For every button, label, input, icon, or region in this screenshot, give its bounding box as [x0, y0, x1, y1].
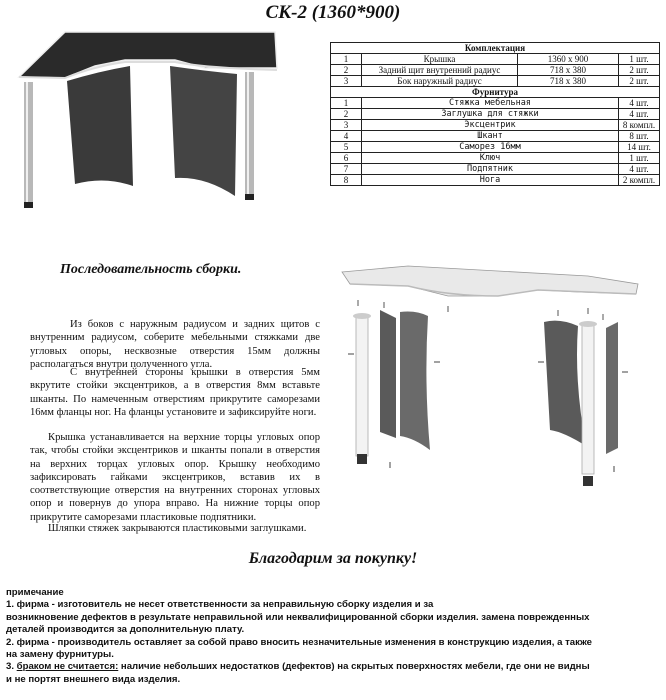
- table-row: 4 Шкант 8 шт.: [331, 131, 660, 142]
- table-row: 2 Заглушка для стяжки 4 шт.: [331, 109, 660, 120]
- table-row: 2 Задний щит внутренний радиус 718 x 380 2 шт.: [331, 65, 660, 76]
- table-row: 3 Бок наружный радиус 718 x 380 2 шт.: [331, 76, 660, 87]
- note-1-line-2: возникновение дефектов в результате неправильной или неквалифицированной сборки изделия. замена поврежденных: [6, 611, 590, 623]
- desk-illustration: [5, 26, 295, 226]
- spec-table: [330, 42, 660, 186]
- note-3-line-2: и не портят внешнего вида изделия.: [6, 673, 181, 685]
- table-row: 1 Крышка 1360 x 900 1 шт.: [331, 54, 660, 65]
- table-row: 5 Саморез 16мм 14 шт.: [331, 142, 660, 153]
- note-1-line-3: деталей производится за дополнительную плату.: [6, 624, 245, 636]
- note-2-line-1: 2. фирма - производитель оставляет за собой право вносить незначительные изменения в конструкцию изделия, а также: [6, 636, 592, 648]
- note-3-line-1: 3. браком не считается: наличие небольших недостатков (дефектов) на скрытых поверхностях мебели, где они не видны: [6, 661, 590, 673]
- exploded-assembly-drawing: [338, 262, 663, 497]
- assembly-step-4: Шляпки стяжек закрываются пластиковыми заглушками.: [48, 523, 307, 534]
- table-row: 6 Ключ 1 шт.: [331, 153, 660, 164]
- page-title: СК-2 (1360*900): [265, 2, 401, 23]
- assembly-step-3: Крышка устанавливается на верхние торцы угловых опор так, чтобы стойки эксцентриков и шканты попали в отверстия на верхних торцах угловых опор. Крышку необходимо зафиксировать гайками эксцентриков, вставив их в соответствующие отверстия на внутренних сторонах угловых опор и повернув до упора вправо. На нижние торцы опор прикрутите саморезами пластиковые подпятники.: [30, 432, 320, 523]
- note-2-line-2: на замену фурнитуры.: [6, 649, 114, 661]
- hardware-header: Фурнитура: [331, 87, 660, 98]
- table-row: 7 Подпятник 4 шт.: [331, 164, 660, 175]
- note-1-line-1: 1. фирма - изготовитель не несет ответственности за неправильную сборку изделия и за: [6, 599, 434, 611]
- notes-heading: примечание: [6, 587, 64, 598]
- assembly-step-1: Из боков с наружным радиусом и задних щитов с внутренним радиусом, соберите мебельными стяжками две угловых опоры, несквозные отверстия 15мм должны располагаться внутри полученного угла.: [30, 319, 320, 370]
- set-header: Комплектация: [331, 43, 660, 54]
- assembly-step-2: С внутренней стороны крышки в отверстия 5мм вкрутите стойки эксцентриков, а в отверстия 8мм вставьте шканты. По намеченным отверстиям прикрутите саморезами 16мм фланцы ног. На фланцы установите и зафиксируйте ноги.: [30, 367, 320, 418]
- thanks-message: Благодарим за покупку!: [248, 550, 418, 567]
- sequence-title: Последовательность сборки.: [60, 262, 242, 277]
- notes-block: [6, 587, 664, 686]
- table-row: 1 Стяжка мебельная 4 шт.: [331, 98, 660, 109]
- table-row: 8 Нога 2 компл.: [331, 175, 660, 186]
- table-row: 3 Эксцентрик 8 компл.: [331, 120, 660, 131]
